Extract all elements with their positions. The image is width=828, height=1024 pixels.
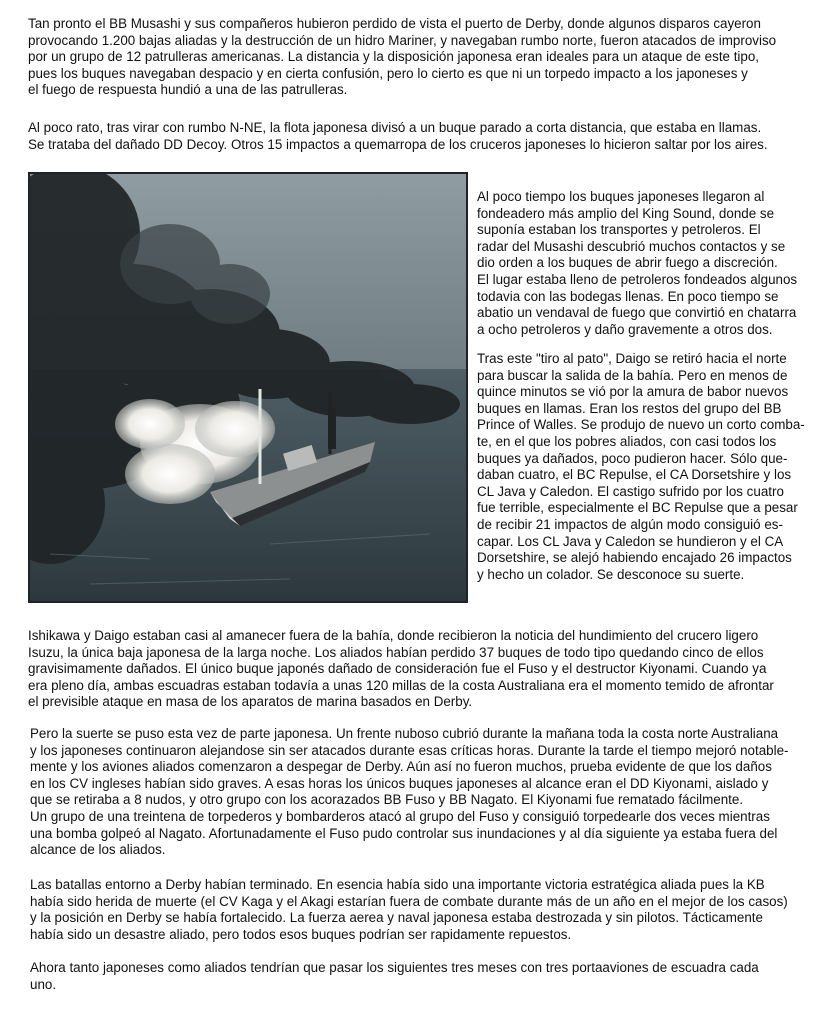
text-line: Al poco tiempo los buques japoneses llegaron al bbox=[477, 189, 765, 204]
text-line: Ishikawa y Daigo estaban casi al amanecer fuera de la bahía, donde recibieron la noticia del hundimiento del crucero ligero bbox=[28, 628, 759, 643]
text-line: mente y los aviones aliados comenzaron a despegar de Derby. Aún así no fueron muchos, prueba evidente de que los daños bbox=[30, 759, 772, 775]
text-line: a ocho petroleros y daño gravemente a otros dos. bbox=[477, 321, 773, 337]
text-line: buques ya dañados, poco pudieron hacer. Sólo que- bbox=[477, 450, 788, 466]
text-line: provocando 1.200 bajas aliadas y la destrucción de un hidro Mariner, y navegaban rumbo norte, fueron atacados de improviso bbox=[28, 32, 777, 48]
text-line: buques en llamas. Eran los restos del grupo del BB bbox=[477, 400, 782, 416]
text-line: de recibir 21 impactos de algún modo consiguió es- bbox=[477, 516, 783, 532]
text-line: dio orden a los buques de abrir fuego a discreción. bbox=[477, 255, 778, 271]
text-line: te, en el que los pobres aliados, con casi todos los bbox=[477, 433, 777, 449]
text-line: capar. Los CL Java y Caledon se hundieron y el CA bbox=[477, 533, 784, 549]
text-line: había sido un desastre aliado, pero todos esos buques podrían ser rapidamente repuestos. bbox=[30, 926, 572, 942]
text-line: radar del Musashi descubrió muchos contactos y se bbox=[477, 238, 786, 254]
paragraph-2 bbox=[28, 120, 768, 153]
text-line: Pero la suerte se puso esta vez de parte japonesa. Un frente nuboso cubrió durante la mañana toda la costa norte Australiana bbox=[30, 726, 779, 741]
text-line: era pleno día, ambas escuadras estaban todavía a unas 120 millas de la costa Australiana era el momento temido de afrontar bbox=[28, 677, 774, 693]
text-line: una bomba golpeó al Nagato. Afortunadamente el Fuso pudo controlar sus inundaciones y al día siguiente ya estaba fuera del bbox=[30, 825, 778, 841]
paragraph-4 bbox=[30, 726, 789, 859]
text-line: daban cuatro, el BC Repulse, el CA Dorsetshire y los bbox=[477, 467, 792, 483]
text-line: Se trataba del dañado DD Decoy. Otros 15 impactos a quemarropa de los cruceros japoneses lo hicieron saltar por los aires. bbox=[28, 136, 768, 152]
text-line: y los japoneses continuaron alejandose sin ser atacados durante esas críticas horas. Durante la tarde el tiempo mejoró notable- bbox=[30, 742, 789, 758]
text-line: Las batallas entorno a Derby habían terminado. En esencia había sido una importante victoria estratégica aliada pues la KB bbox=[30, 877, 765, 892]
text-line: y la posición en Derby se había fortalecido. La fuerza aerea y naval japonesa estaba destrozada y sin pilotos. Tácticamente bbox=[30, 910, 763, 926]
text-line: Ahora tanto japoneses como aliados tendrían que pasar los siguientes tres meses con tres portaaviones de escuadra cada bbox=[30, 960, 759, 975]
text-line: Tras este "tiro al pato", Daigo se retiró hacia el norte bbox=[477, 351, 787, 366]
text-line: Isuzu, la única baja japonesa de la larga noche. Los aliados habían perdido 37 buques de todo tipo quedando cinco de ellos bbox=[28, 644, 764, 660]
text-line: fue terrible, especialmente el BC Repulse que a pesar bbox=[477, 500, 798, 516]
text-line: el fuego de respuesta hundió a una de las patrulleras. bbox=[28, 82, 348, 98]
burning-tanker-photo bbox=[28, 172, 468, 603]
text-line: El lugar estaba lleno de petroleros fondeados algunos bbox=[477, 271, 798, 287]
text-line: Tan pronto el BB Musashi y sus compañeros hubieron perdido de vista el puerto de Derby, donde algunos disparos cayeron bbox=[28, 16, 761, 31]
text-line: Un grupo de una treintena de torpederos y bombarderos atacó al grupo del Fuso y consiguió torpedearle dos veces mientras bbox=[30, 808, 770, 824]
paragraph-3 bbox=[28, 628, 774, 711]
text-line: alcance de los aliados. bbox=[30, 842, 166, 858]
text-line: CL Java y Caledon. El castigo sufrido por los cuatro bbox=[477, 483, 784, 499]
text-line: para buscar la salida de la bahía. Pero en menos de bbox=[477, 367, 788, 383]
text-line: el previsible ataque en masa de los aparatos de marina basados en Derby. bbox=[28, 694, 473, 710]
text-line: uno. bbox=[30, 976, 57, 992]
text-line: en los CV ingleses habían sido graves. A esas horas los únicos buques japoneses al alcance eran el DD Kiyonami, aislado y bbox=[30, 775, 769, 791]
side-paragraph-1 bbox=[477, 189, 797, 338]
text-line: Al poco rato, tras virar con rumbo N-NE, la flota japonesa divisó a un buque parado a corta distancia, que estaba en llamas. bbox=[28, 120, 762, 135]
text-line: abatio un vendaval de fuego que convirtió en chatarra bbox=[477, 305, 797, 321]
paragraph-5 bbox=[30, 877, 788, 943]
text-line: pues los buques navegaban despacio y en cierta confusión, pero lo cierto es que ni un torpedo impacto a los japoneses y bbox=[28, 65, 748, 81]
paragraph-1 bbox=[28, 16, 776, 99]
text-line: Prince of Walles. Se produjo de nuevo un corto comba- bbox=[477, 417, 805, 433]
text-line: había sido herida de muerte (el CV Kaga y el Akagi estarían fuera de combate durante más de un año en el mejor de los casos) bbox=[30, 893, 788, 909]
text-line: fondeadero más amplio del King Sound, donde se bbox=[477, 205, 775, 221]
text-line: quince minutos se vió por la amura de babor nuevos bbox=[477, 384, 789, 400]
paragraph-6 bbox=[30, 960, 759, 993]
text-line: suponía estaban los transportes y petroleros. El bbox=[477, 222, 761, 238]
text-line: gravisimamente dañados. El único buque japonés dañado de consideración fue el Fuso y el destructor Kiyonami. Cuando ya bbox=[28, 661, 767, 677]
text-line: Dorsetshire, se alejó habiendo encajado 26 impactos bbox=[477, 550, 792, 566]
text-line: por un grupo de 12 patrulleras americanas. La distancia y la disposición japonesa eran ideales para un ataque de este tipo, bbox=[28, 49, 760, 65]
text-line: que se retiraba a 8 nudos, y otro grupo con los acorazados BB Fuso y BB Nagato. El Kiyonami fue rematado fácilmente. bbox=[30, 792, 744, 808]
text-line: todavia con las bodegas llenas. En poco tiempo se bbox=[477, 288, 779, 304]
text-line: y hecho un colador. Se desconoce su suerte. bbox=[477, 566, 745, 582]
side-paragraph-2 bbox=[477, 351, 805, 583]
